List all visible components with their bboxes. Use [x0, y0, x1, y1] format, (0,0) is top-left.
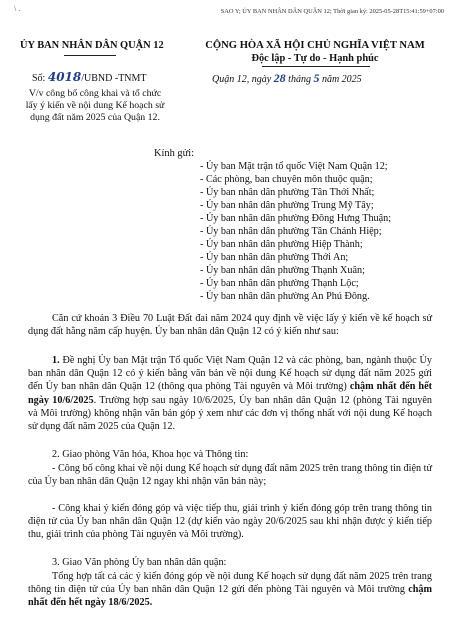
copy-signature-stamp: SAO Y; ỦY BAN NHÂN DÂN QUẬN 12; Thời gian ký: 2025-05-28T15:41:59+07:00 — [220, 8, 444, 15]
p3-deadline: chậm nhất đến hết ngày 18/6/2025. — [28, 584, 432, 609]
recipient-item: - Ủy ban nhân dân phường Thạnh Lộc; — [200, 278, 359, 289]
recipient-item: - Ủy ban nhân dân phường Tân Thới Nhất; — [200, 187, 375, 198]
subject-line-1: V/v công bố công khai và tổ chức — [28, 88, 162, 99]
document-number — [32, 70, 147, 84]
kinh-gui-label: Kính gửi: — [154, 148, 194, 159]
p1-number: 1. — [52, 355, 60, 366]
paragraph-3 — [28, 570, 432, 610]
p1-tail: . Trường hợp sau ngày 10/6/2025, Ủy ban nhân dân Quận 12 (phòng Tài nguyên và Môi trường) không nhận văn bản góp ý xem như các đơn vị thống nhất với nội dung Kế hoạch sử dụng đất năm 2025 của Quận 12. — [28, 394, 432, 433]
corner-mark: \ . — [14, 4, 21, 13]
motto-underline — [262, 66, 370, 67]
p2b-text: - Công khai ý kiến đóng góp và việc tiếp thu, giải trình ý kiến đóng góp trên trang thông tin điện tử của Ủy ban nhân dân Quận 12 (dự kiến vào ngày 20/6/2025 sau khi nhận được ý kiến tiếp thu, giải trình của phòng Tài nguyên và Môi trường). — [28, 503, 432, 541]
paragraph-2-title — [28, 448, 432, 461]
org-underline — [64, 55, 116, 56]
date-prefix: Quận 12, ngày — [212, 74, 272, 85]
recipient-item: - Ủy ban nhân dân phường Trung Mỹ Tây; — [200, 200, 374, 211]
paragraph-2b — [28, 502, 432, 542]
p1-text: Đề nghị Ủy ban Mặt trận Tổ quốc Việt Nam Quận 12 và các phòng, ban, ngành thuộc Ủy ban nhân dân Quận 12 có ý kiến bằng văn bản về nội dung Kế hoạch sử dụng đất năm 2025 gửi đến Ủy ban nhân dân Quận 12 (thông qua phòng Tài nguyên và Môi trường) — [28, 355, 432, 393]
national-motto-sub: Độc lập - Tự do - Hạnh phúc — [251, 53, 379, 64]
issuing-organization: ỦY BAN NHÂN DÂN QUẬN 12 — [20, 40, 164, 51]
subject-line-3: dụng đất năm 2025 của Quận 12. — [30, 112, 160, 123]
p1-deadline: chậm nhất đến hết ngày 10/6/2025 — [28, 381, 432, 406]
p2-title: 2. Giao phòng Văn hóa, Khoa học và Thông tin: — [52, 449, 249, 460]
date-month-handwritten: 5 — [313, 71, 320, 85]
p3-text: Tổng hợp tất cả các ý kiến đóng góp về nội dung Kế hoạch sử dụng đất năm 2025 trên trang thông tin điện tử của Ủy ban nhân dân Quận 12 gửi đến phòng Tài nguyên và Môi trường — [28, 571, 432, 596]
national-motto: CỘNG HÒA XÃ HỘI CHỦ NGHĨA VIỆT NAM — [205, 40, 425, 51]
date-day-handwritten: 28 — [273, 71, 286, 85]
recipient-item: - Ủy ban Mặt trận tổ quốc Việt Nam Quận 12; — [200, 161, 388, 172]
intro-paragraph — [28, 312, 432, 338]
doc-number-handwritten: 4018 — [47, 70, 82, 84]
recipient-item: - Ủy ban nhân dân phường An Phú Đông. — [200, 291, 370, 302]
recipient-item: - Ủy ban nhân dân phường Đông Hưng Thuận; — [200, 213, 392, 224]
intro-text: Căn cứ khoản 3 Điều 70 Luật Đất đai năm 2024 quy định về việc lấy ý kiến về kế hoạch sử dụng đất hằng năm cấp huyện. Ủy ban nhân dân Quận 12 có ý kiến như sau: — [28, 313, 432, 338]
recipient-item: - Ủy ban nhân dân phường Thới An; — [200, 252, 349, 263]
subject-line — [20, 88, 170, 124]
subject-line-2: lấy ý kiến về nội dung Kế hoạch sử — [25, 100, 165, 111]
recipient-item: - Các phòng, ban chuyên môn thuộc quận; — [200, 174, 373, 185]
issue-date — [212, 71, 362, 86]
date-suffix: năm 2025 — [321, 74, 362, 85]
paragraph-3-title — [28, 556, 432, 569]
paragraph-2a — [28, 462, 432, 488]
recipient-item: - Ủy ban nhân dân phường Tân Chánh Hiệp; — [200, 226, 382, 237]
doc-number-prefix: Số: — [32, 73, 46, 84]
recipient-item: - Ủy ban nhân dân phường Thạnh Xuân; — [200, 265, 365, 276]
paragraph-1 — [28, 354, 432, 433]
p3-title: 3. Giao Văn phòng Ủy ban nhân dân quận: — [52, 557, 227, 568]
date-mid: tháng — [288, 74, 311, 85]
doc-number-suffix: /UBND -TNMT — [81, 73, 147, 84]
recipient-item: - Ủy ban nhân dân phường Hiệp Thành; — [200, 239, 363, 250]
p2a-text: - Công bố công khai về nội dung Kế hoạch sử dụng đất năm 2025 trên trang thông tin điện tử của Ủy ban nhân dân Quận 12 ngay khi nhận văn bản này; — [28, 463, 432, 488]
